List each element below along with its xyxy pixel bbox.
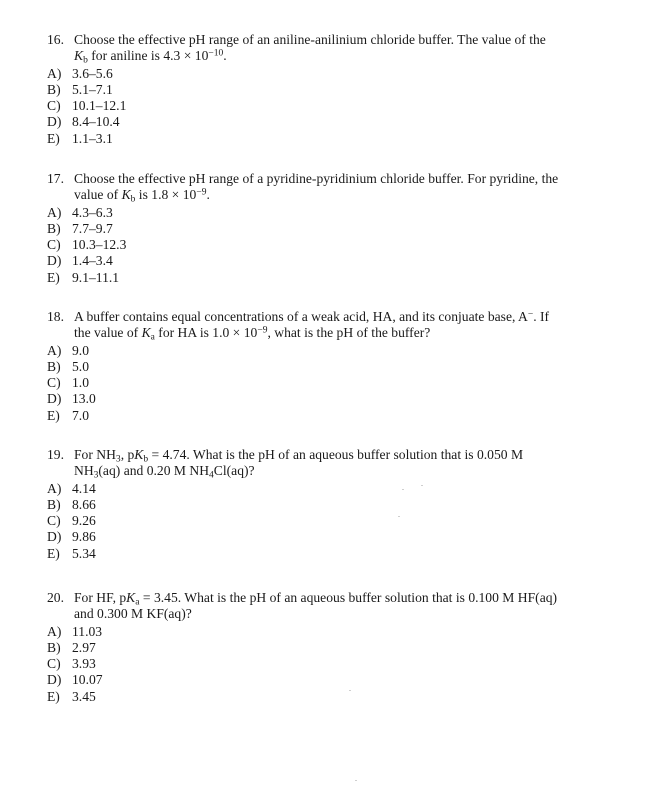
- stem-text: (aq) and 0.20 M NH: [98, 463, 210, 479]
- question-stem: [47, 590, 607, 623]
- answer-choices: [47, 205, 607, 286]
- stem-text: A buffer contains equal concentrations of a weak acid, HA, and its conjuate base, A: [74, 309, 528, 324]
- choice-text: 9.26: [72, 513, 96, 529]
- formula-subscript: 3: [93, 470, 99, 481]
- exponent: −10: [208, 49, 224, 60]
- choice-text: 1.0: [72, 375, 89, 391]
- stem-text: for HA is 1.0 × 10: [154, 325, 258, 341]
- answer-choices: [47, 343, 607, 424]
- question-number: 17.: [47, 171, 64, 186]
- choice-text: 3.45: [72, 688, 96, 704]
- k-subscript: a: [150, 332, 155, 343]
- stem-line-2: [74, 48, 607, 64]
- choice-c[interactable]: [47, 656, 607, 672]
- choice-text: 4.3–6.3: [72, 204, 113, 220]
- stem-text: for aniline is 4.3 × 10: [87, 48, 209, 64]
- choice-text: 9.0: [72, 342, 89, 358]
- scan-speck: [402, 489, 404, 490]
- question-stem: [47, 309, 607, 342]
- choice-b[interactable]: [47, 359, 607, 375]
- choice-text: 10.07: [72, 672, 103, 688]
- question-17: [47, 171, 607, 286]
- choice-a[interactable]: [47, 66, 607, 82]
- charge-superscript: −: [527, 309, 534, 320]
- stem-line-1: Choose the effective pH range of an aniline-anilinium chloride buffer. The value of the: [74, 32, 546, 47]
- choice-text: 5.34: [72, 545, 96, 561]
- stem-text-end: = 3.45. What is the pH of an aqueous buffer solution that is 0.100 M HF(aq): [139, 590, 558, 605]
- choice-c[interactable]: [47, 375, 607, 391]
- choice-letter: C): [47, 656, 61, 672]
- choice-text: 13.0: [72, 391, 96, 407]
- stem-text-end: = 4.74. What is the pH of an aqueous buffer solution that is 0.050 M: [148, 447, 524, 462]
- choice-e[interactable]: [47, 131, 607, 147]
- stem-text: , p: [120, 447, 135, 462]
- choice-text: 1.1–3.1: [72, 130, 113, 146]
- stem-text-start: value of: [74, 187, 122, 203]
- choice-letter: B): [47, 359, 61, 374]
- stem-line-1: [74, 590, 607, 606]
- choice-letter: D): [47, 253, 62, 269]
- choice-text: 5.0: [72, 359, 89, 374]
- k-symbol: K: [121, 187, 131, 203]
- choice-letter: E): [47, 407, 60, 423]
- stem-line-2: and 0.300 M KF(aq)?: [74, 606, 192, 622]
- stem-text: For HF, p: [74, 590, 127, 605]
- choice-d[interactable]: [47, 391, 607, 407]
- choice-letter: D): [47, 114, 62, 130]
- question-19: [47, 447, 607, 562]
- choice-text: 9.1–11.1: [72, 269, 120, 285]
- choice-d[interactable]: [47, 672, 607, 688]
- choice-text: 10.1–12.1: [72, 98, 127, 114]
- choice-text: 5.1–7.1: [72, 82, 113, 97]
- question-16: [47, 32, 607, 147]
- choice-letter: A): [47, 65, 62, 81]
- choice-letter: E): [47, 130, 60, 146]
- scan-speck: [349, 690, 351, 691]
- choice-a[interactable]: [47, 481, 607, 497]
- stem-text-end: Cl(aq)?: [213, 463, 255, 479]
- choice-d[interactable]: [47, 114, 607, 130]
- choice-letter: C): [47, 237, 61, 253]
- formula-subscript: 3: [115, 454, 121, 465]
- choice-letter: A): [47, 204, 62, 220]
- choice-d[interactable]: [47, 529, 607, 545]
- choice-a[interactable]: [47, 343, 607, 359]
- stem-line-2: [74, 463, 607, 479]
- choice-text: 7.0: [72, 407, 89, 423]
- answer-choices: [47, 66, 607, 147]
- stem-line-1: [74, 309, 607, 325]
- choice-letter: D): [47, 672, 62, 688]
- choice-b[interactable]: [47, 221, 607, 237]
- stem-line-2: [74, 325, 607, 341]
- choice-text: 4.14: [72, 480, 96, 496]
- k-subscript: b: [143, 454, 149, 465]
- exponent: −9: [257, 326, 268, 337]
- choice-letter: C): [47, 375, 61, 391]
- choice-c[interactable]: [47, 513, 607, 529]
- formula-subscript: 4: [209, 470, 214, 481]
- choice-letter: B): [47, 82, 61, 97]
- stem-text-start: the value of: [74, 325, 142, 341]
- stem-text-end: . If: [533, 309, 550, 324]
- question-number: 19.: [47, 447, 64, 462]
- choice-letter: A): [47, 342, 62, 358]
- choice-text: 2.97: [72, 640, 96, 655]
- choice-letter: B): [47, 497, 61, 512]
- choice-b[interactable]: [47, 640, 607, 656]
- choice-e[interactable]: [47, 689, 607, 705]
- choice-text: 10.3–12.3: [72, 237, 127, 253]
- k-symbol: K: [74, 48, 84, 64]
- choice-text: 1.4–3.4: [72, 253, 113, 269]
- choice-text: 7.7–9.7: [72, 221, 113, 236]
- k-symbol: K: [126, 590, 136, 605]
- k-symbol: K: [134, 447, 144, 462]
- question-20: [47, 590, 607, 705]
- stem-text-end: .: [223, 48, 227, 64]
- scan-speck: [355, 780, 357, 781]
- k-symbol: K: [141, 325, 151, 341]
- choice-text: 3.6–5.6: [72, 65, 113, 81]
- stem-line-1: [74, 447, 607, 463]
- question-18: [47, 309, 607, 424]
- choice-b[interactable]: [47, 497, 607, 513]
- choice-letter: B): [47, 640, 61, 655]
- choice-a[interactable]: [47, 624, 607, 640]
- choice-c[interactable]: [47, 237, 607, 253]
- choice-e[interactable]: [47, 546, 607, 562]
- choice-letter: E): [47, 688, 60, 704]
- stem-text: is 1.8 × 10: [135, 187, 197, 203]
- choice-c[interactable]: [47, 98, 607, 114]
- choice-d[interactable]: [47, 253, 607, 269]
- question-number: 20.: [47, 590, 64, 605]
- stem-text-end: .: [206, 187, 210, 203]
- question-stem: [47, 447, 607, 480]
- choice-b[interactable]: [47, 82, 607, 98]
- choice-letter: E): [47, 269, 60, 285]
- answer-choices: [47, 624, 607, 705]
- choice-letter: B): [47, 221, 61, 236]
- k-subscript: b: [83, 55, 88, 66]
- question-number: 16.: [47, 32, 64, 47]
- choice-letter: D): [47, 391, 62, 407]
- stem-text-end: , what is the pH of the buffer?: [267, 325, 431, 341]
- choice-letter: A): [47, 480, 62, 496]
- answer-choices: [47, 481, 607, 562]
- stem-line-1: Choose the effective pH range of a pyridine-pyridinium chloride buffer. For pyridine, the: [74, 171, 559, 186]
- choice-text: 9.86: [72, 529, 96, 545]
- scan-speck: [421, 485, 423, 486]
- exponent: −9: [196, 188, 207, 199]
- stem-line-2: [74, 187, 607, 203]
- choice-text: 11.03: [72, 623, 103, 639]
- choice-letter: C): [47, 98, 61, 114]
- choice-letter: A): [47, 623, 62, 639]
- choice-letter: D): [47, 529, 62, 545]
- choice-letter: E): [47, 545, 60, 561]
- choice-text: 8.66: [72, 497, 96, 512]
- stem-text: For NH: [74, 447, 116, 462]
- choice-e[interactable]: [47, 408, 607, 424]
- choice-text: 8.4–10.4: [72, 114, 120, 130]
- k-subscript: a: [135, 597, 140, 608]
- choice-text: 3.93: [72, 656, 96, 672]
- question-stem: [47, 171, 607, 204]
- choice-e[interactable]: [47, 270, 607, 286]
- choice-a[interactable]: [47, 205, 607, 221]
- question-number: 18.: [47, 309, 64, 324]
- question-stem: [47, 32, 607, 65]
- k-subscript: b: [130, 194, 136, 205]
- scan-speck: [398, 516, 400, 517]
- choice-letter: C): [47, 513, 61, 529]
- stem-text: NH: [74, 463, 94, 479]
